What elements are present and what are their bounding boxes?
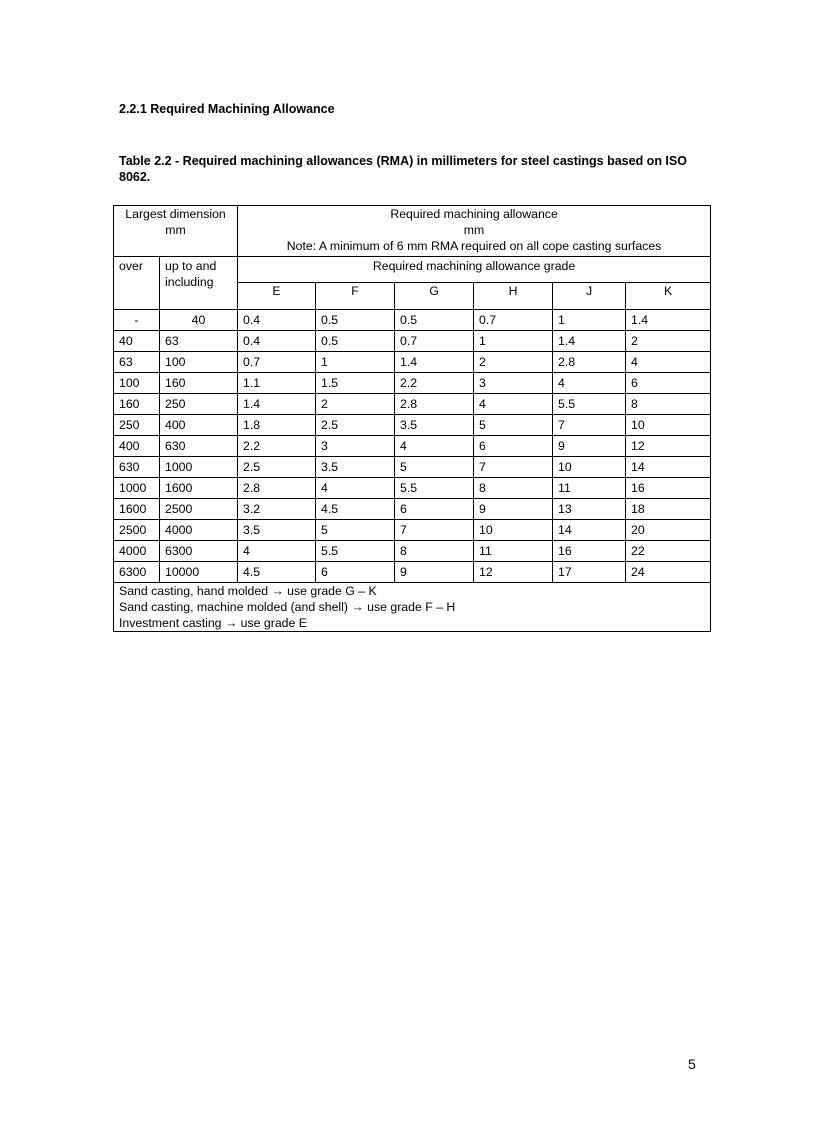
value-cell-f: 4: [316, 478, 395, 499]
value-cell-e: 4: [238, 541, 316, 562]
value-cell-g: 7: [395, 520, 474, 541]
value-cell-g: 2.2: [395, 373, 474, 394]
value-cell-h: 2: [474, 352, 553, 373]
rma-header: Required machining allowance mm Note: A minimum of 6 mm RMA required on all cope casting surfaces: [238, 206, 711, 257]
table-row: [114, 478, 711, 499]
value-cell-e: 1.4: [238, 394, 316, 415]
value-cell-h: 3: [474, 373, 553, 394]
up-to-cell: 160: [160, 373, 238, 394]
grade-k-header: K: [626, 283, 711, 310]
value-cell-f: 4.5: [316, 499, 395, 520]
table-caption: Table 2.2 - Required machining allowances (RMA) in millimeters for steel castings based on ISO 8062.: [119, 154, 687, 184]
value-cell-h: 0.7: [474, 310, 553, 331]
footnotes: [114, 583, 711, 632]
value-cell-f: 5: [316, 520, 395, 541]
value-cell-f: 1: [316, 352, 395, 373]
up-to-cell: 40: [160, 310, 238, 331]
value-cell-j: 9: [553, 436, 626, 457]
value-cell-g: 5.5: [395, 478, 474, 499]
grade-header: Required machining allowance grade: [238, 257, 711, 283]
rma-note: Note: A minimum of 6 mm RMA required on all cope casting surfaces: [286, 239, 662, 253]
machining-allowance-table: [113, 205, 711, 632]
page-number: 5: [688, 1056, 696, 1072]
table-row: [114, 520, 711, 541]
value-cell-f: 2: [316, 394, 395, 415]
over-cell: 630: [114, 457, 160, 478]
value-cell-g: 9: [395, 562, 474, 583]
section-heading: 2.2.1 Required Machining Allowance: [119, 102, 335, 116]
over-cell: 1600: [114, 499, 160, 520]
value-cell-f: 2.5: [316, 415, 395, 436]
value-cell-h: 9: [474, 499, 553, 520]
value-cell-g: 8: [395, 541, 474, 562]
value-cell-j: 13: [553, 499, 626, 520]
over-cell: 40: [114, 331, 160, 352]
value-cell-f: 5.5: [316, 541, 395, 562]
value-cell-e: 3.2: [238, 499, 316, 520]
value-cell-j: 7: [553, 415, 626, 436]
value-cell-k: 20: [626, 520, 711, 541]
over-cell: 160: [114, 394, 160, 415]
value-cell-e: 2.2: [238, 436, 316, 457]
value-cell-k: 6: [626, 373, 711, 394]
up-to-cell: 10000: [160, 562, 238, 583]
value-cell-h: 6: [474, 436, 553, 457]
value-cell-f: 3.5: [316, 457, 395, 478]
value-cell-e: 1.1: [238, 373, 316, 394]
value-cell-h: 10: [474, 520, 553, 541]
table-row: [114, 373, 711, 394]
grade-f-header: F: [316, 283, 395, 310]
value-cell-h: 11: [474, 541, 553, 562]
value-cell-e: 2.8: [238, 478, 316, 499]
up-to-cell: 100: [160, 352, 238, 373]
value-cell-e: 0.4: [238, 310, 316, 331]
value-cell-g: 4: [395, 436, 474, 457]
value-cell-h: 4: [474, 394, 553, 415]
up-to-cell: 4000: [160, 520, 238, 541]
up-to-cell: 630: [160, 436, 238, 457]
value-cell-g: 2.8: [395, 394, 474, 415]
over-cell: 2500: [114, 520, 160, 541]
table-row: [114, 394, 711, 415]
up-to-cell: 250: [160, 394, 238, 415]
up-to-cell: 63: [160, 331, 238, 352]
value-cell-g: 1.4: [395, 352, 474, 373]
value-cell-k: 22: [626, 541, 711, 562]
value-cell-f: 0.5: [316, 310, 395, 331]
value-cell-j: 16: [553, 541, 626, 562]
over-cell: 63: [114, 352, 160, 373]
grade-g-header: G: [395, 283, 474, 310]
value-cell-k: 24: [626, 562, 711, 583]
footnote-line: Sand casting, hand molded → use grade G – K: [119, 584, 377, 598]
over-cell: 4000: [114, 541, 160, 562]
value-cell-e: 4.5: [238, 562, 316, 583]
over-cell: 100: [114, 373, 160, 394]
value-cell-g: 0.7: [395, 331, 474, 352]
value-cell-j: 11: [553, 478, 626, 499]
up-to-header: up to and including: [160, 257, 238, 310]
value-cell-k: 2: [626, 331, 711, 352]
table-row: [114, 415, 711, 436]
value-cell-e: 3.5: [238, 520, 316, 541]
value-cell-h: 7: [474, 457, 553, 478]
value-cell-e: 0.7: [238, 352, 316, 373]
value-cell-k: 4: [626, 352, 711, 373]
over-cell: 1000: [114, 478, 160, 499]
value-cell-e: 1.8: [238, 415, 316, 436]
value-cell-g: 5: [395, 457, 474, 478]
value-cell-e: 0.4: [238, 331, 316, 352]
table-row: [114, 436, 711, 457]
up-to-cell: 1600: [160, 478, 238, 499]
up-to-cell: 6300: [160, 541, 238, 562]
table-row: [114, 310, 711, 331]
value-cell-k: 1.4: [626, 310, 711, 331]
value-cell-j: 17: [553, 562, 626, 583]
value-cell-j: 2.8: [553, 352, 626, 373]
over-header: over: [114, 257, 160, 310]
table-row: [114, 457, 711, 478]
value-cell-k: 10: [626, 415, 711, 436]
value-cell-j: 1: [553, 310, 626, 331]
table-row: [114, 541, 711, 562]
value-cell-j: 5.5: [553, 394, 626, 415]
footnote-line: Sand casting, machine molded (and shell) → use grade F – H: [119, 600, 456, 614]
footnote-line: Investment casting → use grade E: [119, 616, 307, 630]
over-cell: 400: [114, 436, 160, 457]
value-cell-e: 2.5: [238, 457, 316, 478]
table-row: [114, 331, 711, 352]
table-row: [114, 562, 711, 583]
value-cell-f: 1.5: [316, 373, 395, 394]
value-cell-j: 4: [553, 373, 626, 394]
table-row: [114, 352, 711, 373]
value-cell-f: 0.5: [316, 331, 395, 352]
up-to-cell: 2500: [160, 499, 238, 520]
up-to-cell: 400: [160, 415, 238, 436]
grade-e-header: E: [238, 283, 316, 310]
value-cell-g: 6: [395, 499, 474, 520]
over-cell: 6300: [114, 562, 160, 583]
table-row: [114, 499, 711, 520]
value-cell-g: 0.5: [395, 310, 474, 331]
value-cell-g: 3.5: [395, 415, 474, 436]
value-cell-f: 6: [316, 562, 395, 583]
value-cell-k: 12: [626, 436, 711, 457]
over-cell: -: [114, 310, 160, 331]
value-cell-j: 10: [553, 457, 626, 478]
largest-dimension-header: Largest dimension mm: [114, 206, 238, 257]
grade-j-header: J: [553, 283, 626, 310]
value-cell-h: 8: [474, 478, 553, 499]
grade-h-header: H: [474, 283, 553, 310]
value-cell-f: 3: [316, 436, 395, 457]
value-cell-k: 16: [626, 478, 711, 499]
up-to-cell: 1000: [160, 457, 238, 478]
value-cell-j: 1.4: [553, 331, 626, 352]
value-cell-k: 8: [626, 394, 711, 415]
value-cell-j: 14: [553, 520, 626, 541]
value-cell-k: 18: [626, 499, 711, 520]
value-cell-h: 5: [474, 415, 553, 436]
value-cell-h: 12: [474, 562, 553, 583]
value-cell-k: 14: [626, 457, 711, 478]
over-cell: 250: [114, 415, 160, 436]
value-cell-h: 1: [474, 331, 553, 352]
